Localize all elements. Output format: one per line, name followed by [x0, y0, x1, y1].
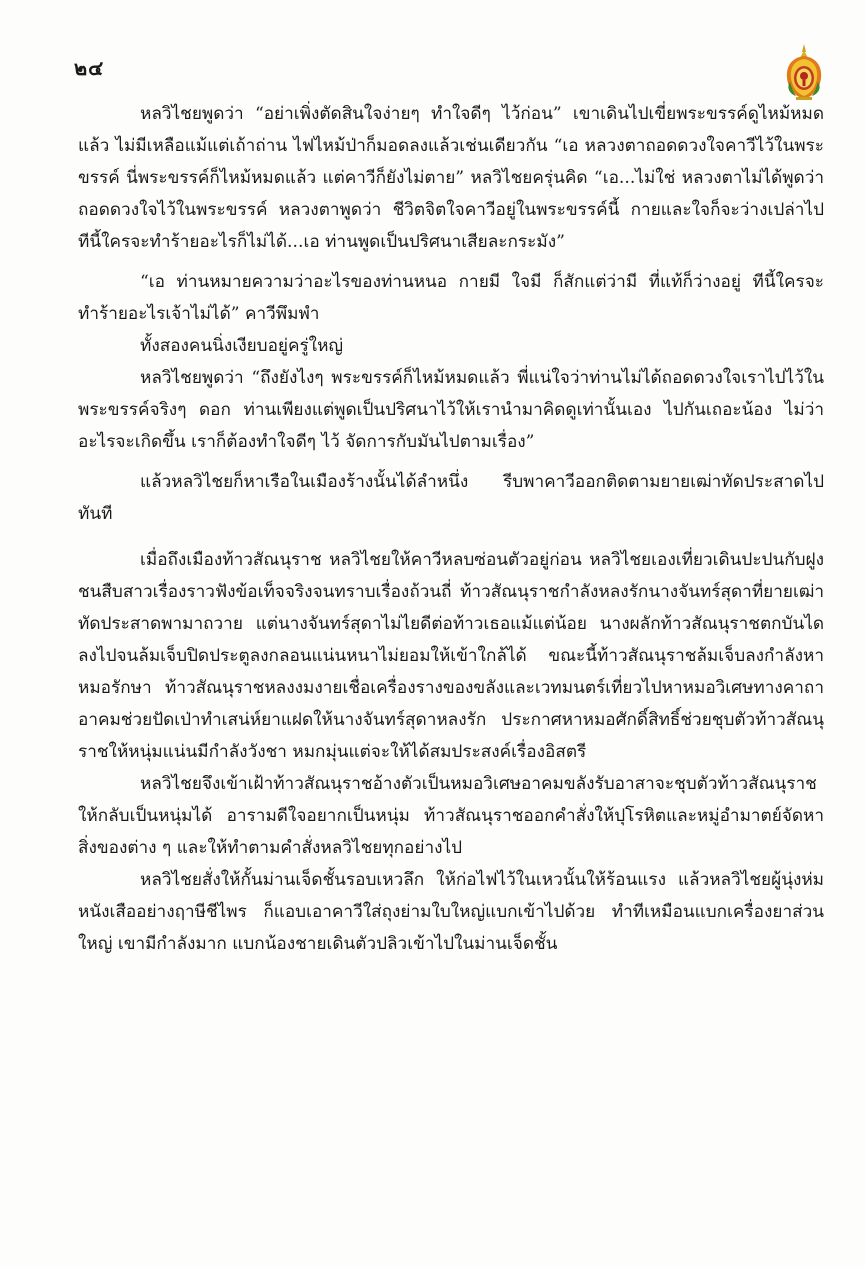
- paragraph: หลวิไชยพูดว่า “ถึงยังไงๆ พระขรรค์ก็ไหม้หมดแล้ว พี่แน่ใจว่าท่านไม่ได้ถอดดวงใจเราไปไว้ในพระขรรค์จริงๆ ดอก ท่านเพียงแต่พูดเป็นปริศนาไว้ให้เรานำมาคิดดูเท่านั้นเอง ไปกันเถอะน้อง ไม่ว่าอะไรจะเกิดขึ้น เราก็ต้องทำใจดีๆ ไว้ จัดการกับมันไปตามเรื่อง”: [78, 368, 824, 452]
- paragraph: หลวิไชยสั่งให้กั้นม่านเจ็ดชั้นรอบเหวลึก ให้ก่อไฟไว้ในเหวนั้นให้ร้อนแรง แล้วหลวิไชยผู้นุ่งห่มหนังเสืออย่างฤาษีชีไพร ก็แอบเอาคาวีใส่ถุงย่ามใบใหญ่แบกเข้าไปด้วย ทำทีเหมือนแบกเครื่องยาส่วนใหญ่ เขามีกำลังมาก แบกน้องชายเดินตัวปลิวเข้าไปในม่านเจ็ดชั้น: [78, 870, 824, 954]
- paragraph: แล้วหลวิไชยก็หาเรือในเมืองร้างนั้นได้ลำหนึ่ง รีบพาคาวีออกติดตามยายเฒ่าทัดประสาดไปทันที: [78, 472, 824, 524]
- paragraph: ทั้งสองคนนิ่งเงียบอยู่ครู่ใหญ่: [140, 336, 344, 356]
- paragraph: หลวิไชยพูดว่า “อย่าเพิ่งตัดสินใจง่ายๆ ทำใจดีๆ ไว้ก่อน” เขาเดินไปเขี่ยพระขรรค์ดูไหม้หมดแล้ว ไม่มีเหลือแม้แต่เถ้าถ่าน ไฟไหม้ป่าก็มอดลงแล้วเช่นเดียวกัน “เอ หลวงตาถอดดวงใจคาวีไว้ในพระขรรค์ นี่พระขรรค์ก็ไหม้หมดแล้ว แต่คาวีก็ยังไม่ตาย” หลวิไชยครุ่นคิด “เอ...ไม่ใช่ หลวงตาไม่ได้พูดว่าถอดดวงใจไว้ในพระขรรค์ หลวงตาพูดว่า ชีวิตจิตใจคาวีอยู่ในพระขรรค์นี้ กายและใจก็จะว่างเปล่าไป ทีนี้ใครจะทำร้ายอะไรก็ไม่ได้...เอ ท่านพูดเป็นปริศนาเสียละกระมัง”: [78, 104, 824, 252]
- page-number: ๒๔: [74, 56, 105, 80]
- paragraph: หลวิไชยจึงเข้าเฝ้าท้าวสัณนุราชอ้างตัวเป็นหมอวิเศษอาคมขลังรับอาสาจะชุบตัวท้าวสัณนุราชให้กลับเป็นหนุ่มได้ อารามดีใจอยากเป็นหนุ่ม ท้าวสัณนุราชออกคำสั่งให้ปุโรหิตและหมู่อำมาตย์จัดหาสิ่งของต่าง ๆ และให้ทำตามคำสั่งหลวิไชยทุกอย่างไป: [78, 774, 824, 858]
- royal-emblem-icon: [782, 42, 826, 102]
- body-text: [78, 98, 824, 960]
- paragraph: เมื่อถึงเมืองท้าวสัณนุราช หลวิไชยให้คาวีหลบซ่อนตัวอยู่ก่อน หลวิไชยเองเที่ยวเดินปะปนกับฝูงชนสืบสาวเรื่องราวฟังข้อเท็จจริงจนทราบเรื่องถ้วนถี่ ท้าวสัณนุราชกำลังหลงรักนางจันทร์สุดาที่ยายเฒ่าทัดประสาดพามาถวาย แต่นางจันทร์สุดาไม่ไยดีต่อท้าวเธอแม้แต่น้อย นางผลักท้าวสัณนุราชตกบันไดลงไปจนล้มเจ็บปิดประตูลงกลอนแน่นหนาไม่ยอมให้เข้าใกล้ได้ ขณะนี้ท้าวสัณนุราชล้มเจ็บลงกำลังหาหมอรักษา ท้าวสัณนุราชหลงงมงายเชื่อเครื่องรางของขลังและเวทมนตร์เที่ยวไปหาหมอวิเศษทางคาถาอาคมช่วยปัดเป่าทำเสน่ห์ยาแฝดให้นางจันทร์สุดาหลงรัก ประกาศหาหมอศักดิ์สิทธิ์ช่วยชุบตัวท้าวสัณนุราชให้หนุ่มแน่นมีกำลังวังชา หมกมุ่นแต่จะให้ได้สมประสงค์เรื่องอิสตรี: [78, 550, 824, 762]
- paragraph: “เอ ท่านหมายความว่าอะไรของท่านหนอ กายมี ใจมี ก็สักแต่ว่ามี ที่แท้ก็ว่างอยู่ ทีนี้ใครจะทำร้ายอะไรเจ้าไม่ได้” คาวีพึมพำ: [78, 272, 824, 324]
